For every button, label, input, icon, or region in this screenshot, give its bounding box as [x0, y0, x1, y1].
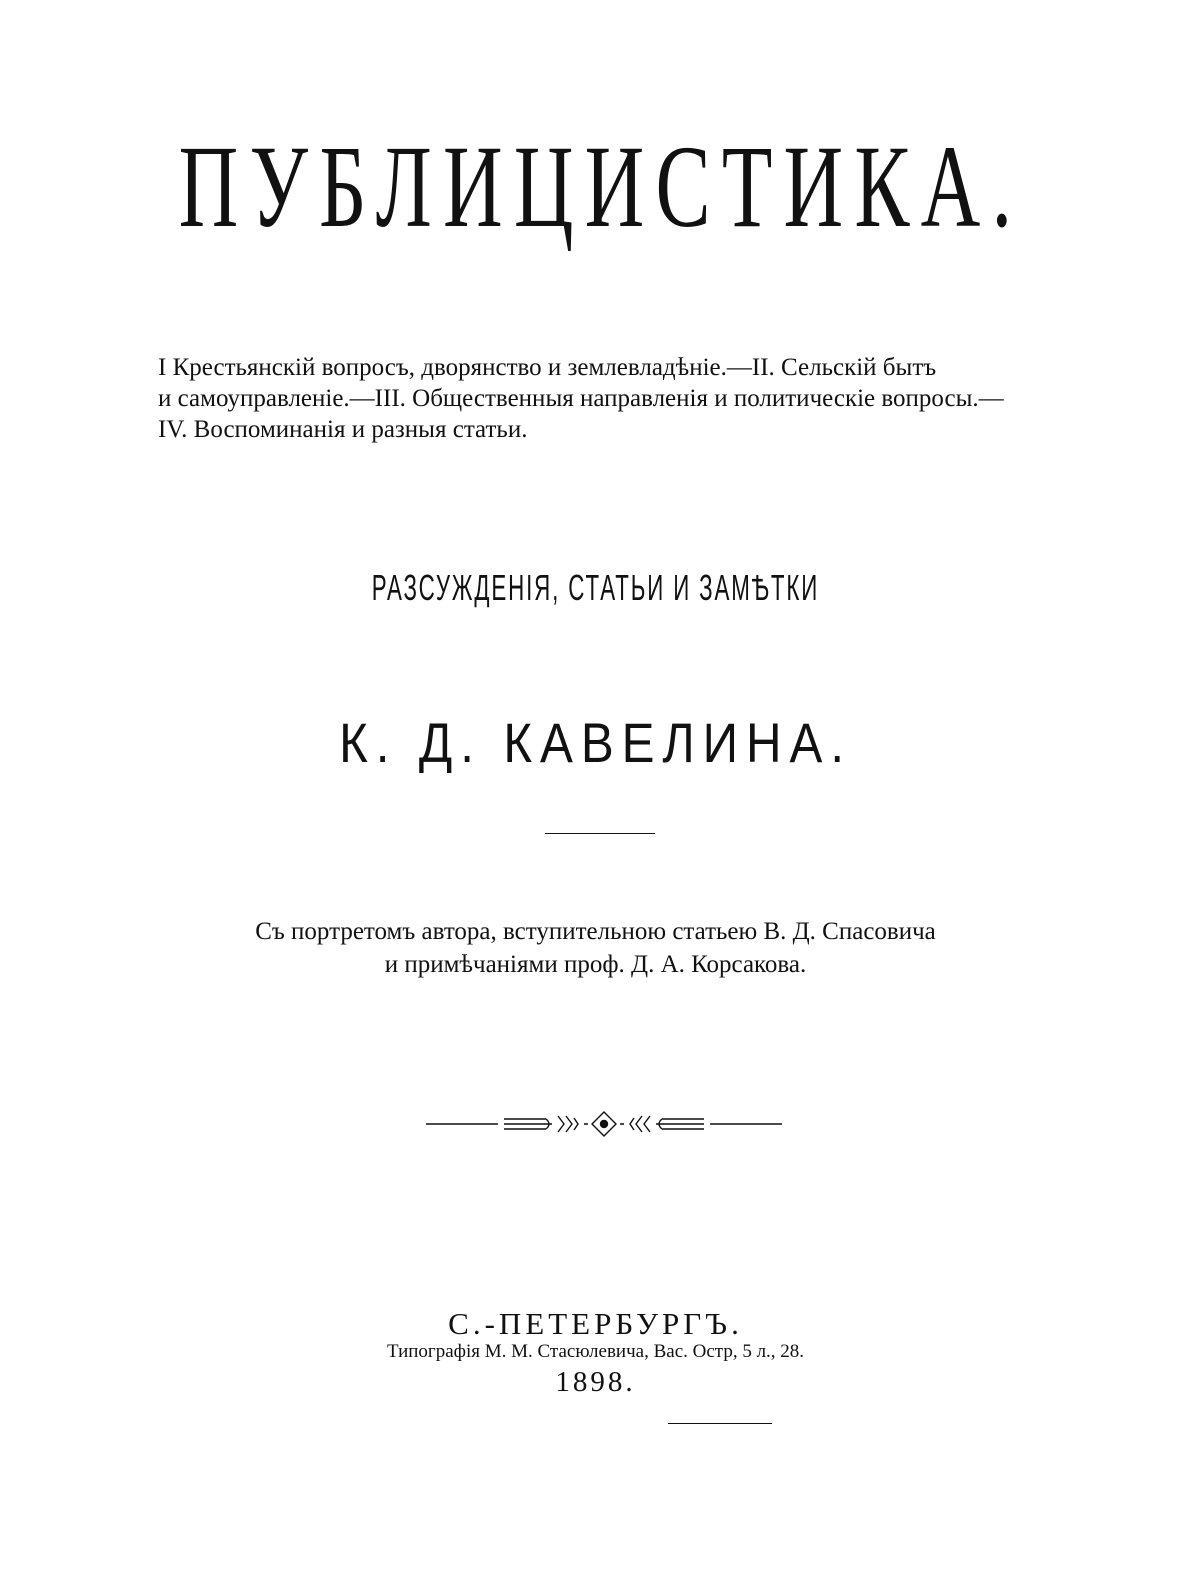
imprint-city: С.-ПЕТЕРБУРГЪ.: [448, 1306, 743, 1341]
divider-rule: [545, 833, 655, 834]
contents-line: I Крестьянскій вопросъ, дворянство и землевладѣніе.—II. Сельскій бытъ: [158, 354, 937, 381]
contents-line: и самоуправленіе.—III. Общественныя направленія и политическіе вопросы.—: [158, 385, 1004, 412]
book-title: ПУБЛИЦИСТИКА.: [178, 121, 1024, 252]
bottom-rule: [668, 1423, 772, 1424]
imprint-printer: Типографія М. М. Стасюлевича, Вас. Остр, 5 л., 28.: [386, 1341, 805, 1362]
contents-line: IV. Воспоминанія и разныя статьи.: [158, 416, 528, 443]
book-subtitle: РАЗСУЖДЕНІЯ, СТАТЬИ И ЗАМѢТКИ: [371, 567, 820, 608]
ornament-divider-icon: [426, 1106, 782, 1142]
credits-line: Съ портретомъ автора, вступительною статьею В. Д. Спасовича: [255, 918, 936, 945]
credits-line: и примѣчаніями проф. Д. А. Корсакова.: [384, 951, 807, 978]
imprint-year: 1898.: [555, 1366, 636, 1398]
credits: [0, 915, 1191, 981]
contents-summary: [158, 352, 1048, 445]
author-name: К. Д. КАВЕЛИНА.: [339, 711, 852, 774]
